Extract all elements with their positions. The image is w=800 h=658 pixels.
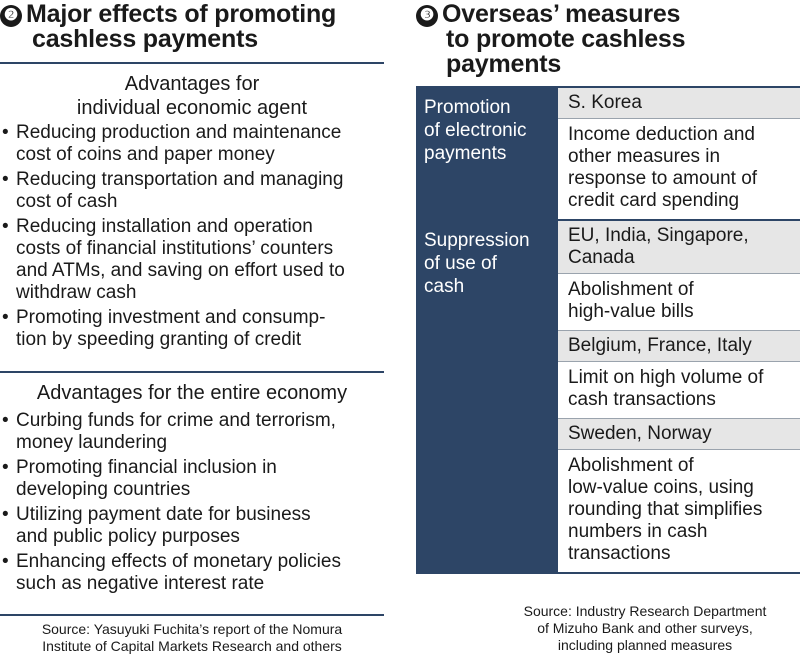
measure-line: Abolishment of bbox=[568, 279, 694, 300]
list-item bbox=[0, 216, 384, 304]
list-item-line: costs of financial institutions’ counters bbox=[16, 238, 334, 259]
economy-advantages-list bbox=[0, 410, 384, 598]
list-item-line: • Reducing production and maintenance bbox=[16, 122, 342, 143]
measure-cell bbox=[558, 118, 800, 219]
measure-line: Income deduction and bbox=[568, 124, 755, 145]
group-label-line: of use of bbox=[424, 253, 497, 274]
section-number-3: ❸ bbox=[416, 5, 438, 27]
group-label bbox=[416, 88, 558, 219]
list-item-line: • Promoting investment and consump- bbox=[16, 307, 326, 328]
country-line: S. Korea bbox=[568, 92, 642, 113]
measure-line: transactions bbox=[568, 543, 671, 564]
individual-advantages-heading bbox=[0, 72, 384, 120]
title-line-1: Overseas’ measures bbox=[442, 0, 681, 28]
group-label-line: Suppression bbox=[424, 230, 530, 251]
list-item-line: • Utilizing payment date for business bbox=[16, 504, 311, 525]
list-item-line: and public policy purposes bbox=[16, 526, 240, 547]
list-item-line: such as negative interest rate bbox=[16, 573, 265, 594]
section-number-2: ❷ bbox=[0, 5, 22, 27]
list-item-line: cost of coins and paper money bbox=[16, 144, 275, 165]
individual-advantages-list bbox=[0, 122, 384, 354]
group-label-line: Promotion bbox=[424, 97, 511, 118]
country-cell bbox=[558, 221, 800, 273]
economy-advantages-heading: Advantages for the entire economy bbox=[36, 382, 348, 404]
country-cell bbox=[558, 330, 800, 361]
title-line-3: payments bbox=[446, 50, 562, 78]
country-line: Sweden, Norway bbox=[568, 423, 712, 444]
list-item bbox=[0, 504, 384, 548]
group-label-line: payments bbox=[424, 143, 507, 164]
measures-table bbox=[416, 86, 800, 574]
group-label-line: cash bbox=[424, 276, 465, 297]
list-item-line: withdraw cash bbox=[16, 282, 137, 303]
measure-line: response to amount of bbox=[568, 168, 758, 189]
list-item bbox=[0, 551, 384, 595]
divider bbox=[0, 614, 384, 616]
list-item bbox=[0, 307, 384, 351]
title-line-2: cashless payments bbox=[32, 25, 258, 53]
source-line: Source: Yasuyuki Fuchita’s report of the Nomura bbox=[41, 621, 343, 637]
country-line: Belgium, France, Italy bbox=[568, 335, 752, 356]
country-cell bbox=[558, 88, 800, 118]
list-item bbox=[0, 457, 384, 501]
list-item-line: • Curbing funds for crime and terrorism, bbox=[16, 410, 336, 431]
divider bbox=[0, 371, 384, 373]
heading-line-1: Advantages for bbox=[124, 73, 260, 95]
group-label bbox=[416, 221, 558, 572]
group-body bbox=[558, 88, 800, 219]
divider bbox=[416, 572, 800, 574]
group-body bbox=[558, 221, 800, 572]
measure-line: Abolishment of bbox=[568, 455, 694, 476]
list-item-line: • Enhancing effects of monetary policies bbox=[16, 551, 341, 572]
list-item-line: cost of cash bbox=[16, 191, 118, 212]
list-item bbox=[0, 169, 384, 213]
measure-line: low-value coins, using bbox=[568, 477, 754, 498]
divider bbox=[0, 62, 384, 64]
group-label-line: of electronic bbox=[424, 120, 527, 141]
country-line: EU, India, Singapore, bbox=[568, 225, 749, 246]
major-effects-title bbox=[0, 2, 384, 52]
source-line: of Mizuho Bank and other surveys, bbox=[537, 620, 753, 636]
measure-line: credit card spending bbox=[568, 190, 740, 211]
right-source-note bbox=[480, 603, 800, 654]
measure-line: other measures in bbox=[568, 146, 721, 167]
list-item-line: • Reducing installation and operation bbox=[16, 216, 313, 237]
left-source-note bbox=[0, 621, 384, 655]
measure-line: high-value bills bbox=[568, 301, 694, 322]
heading-line-2: individual economic agent bbox=[76, 97, 308, 119]
list-item bbox=[0, 122, 384, 166]
list-item-line: tion by speeding granting of credit bbox=[16, 329, 302, 350]
list-item bbox=[0, 410, 384, 454]
country-cell bbox=[558, 418, 800, 449]
list-item-line: money laundering bbox=[16, 432, 168, 453]
source-line: including planned measures bbox=[557, 637, 733, 653]
title-line-2: to promote cashless bbox=[446, 25, 686, 53]
source-line: Institute of Capital Markets Research and others bbox=[42, 638, 342, 654]
list-item-line: • Reducing transportation and managing bbox=[16, 169, 344, 190]
measure-cell bbox=[558, 361, 800, 418]
list-item-line: developing countries bbox=[16, 479, 191, 500]
measure-group bbox=[416, 86, 800, 219]
title-line-1: Major effects of promoting bbox=[26, 0, 337, 28]
measure-group bbox=[416, 219, 800, 572]
list-item-line: • Promoting financial inclusion in bbox=[16, 457, 277, 478]
measure-cell bbox=[558, 449, 800, 572]
overseas-measures-title bbox=[416, 2, 800, 77]
measure-line: Limit on high volume of bbox=[568, 367, 764, 388]
measure-line: rounding that simplifies bbox=[568, 499, 763, 520]
measure-line: cash transactions bbox=[568, 389, 716, 410]
measure-line: numbers in cash bbox=[568, 521, 708, 542]
source-line: Source: Industry Research Department bbox=[523, 603, 767, 619]
list-item-line: and ATMs, and saving on effort used to bbox=[16, 260, 345, 281]
measure-cell bbox=[558, 273, 800, 330]
country-line: Canada bbox=[568, 247, 635, 268]
